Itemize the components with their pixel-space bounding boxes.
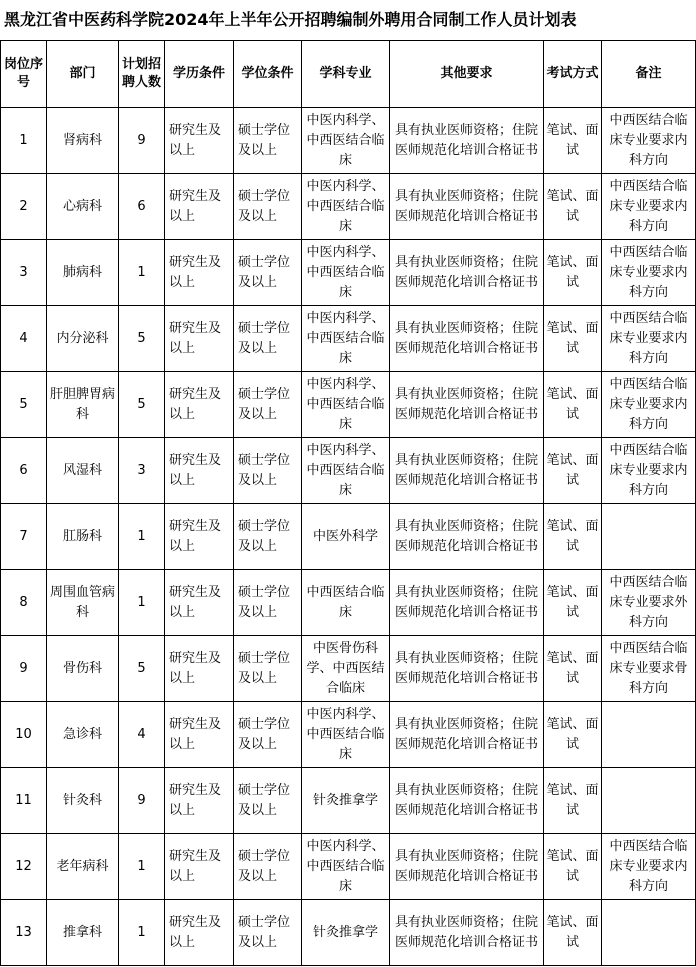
table-row xyxy=(1,504,696,570)
cell-major: 针灸推拿学 xyxy=(302,900,390,966)
cell-no: 2 xyxy=(1,174,47,240)
cell-dept: 风湿科 xyxy=(47,438,119,504)
header-cell-no: 岗位序号 xyxy=(1,41,47,108)
cell-major: 中医内科学、中西医结合临床 xyxy=(302,108,390,174)
cell-exam: 笔试、面试 xyxy=(544,900,602,966)
cell-other: 具有执业医师资格；住院医师规范化培训合格证书 xyxy=(390,108,544,174)
cell-exam: 笔试、面试 xyxy=(544,570,602,636)
cell-other: 具有执业医师资格；住院医师规范化培训合格证书 xyxy=(390,438,544,504)
cell-other: 具有执业医师资格；住院医师规范化培训合格证书 xyxy=(390,372,544,438)
header-row xyxy=(1,41,696,108)
cell-edu: 研究生及以上 xyxy=(165,108,234,174)
cell-num: 3 xyxy=(119,438,165,504)
cell-degree: 硕士学位及以上 xyxy=(234,570,302,636)
table-row xyxy=(1,570,696,636)
table-row xyxy=(1,240,696,306)
cell-dept: 肝胆脾胃病科 xyxy=(47,372,119,438)
cell-exam: 笔试、面试 xyxy=(544,504,602,570)
cell-dept: 推拿科 xyxy=(47,900,119,966)
cell-major: 中医内科学、中西医结合临床 xyxy=(302,372,390,438)
cell-edu: 研究生及以上 xyxy=(165,174,234,240)
cell-no: 9 xyxy=(1,636,47,702)
cell-exam: 笔试、面试 xyxy=(544,702,602,768)
cell-note: 中西医结合临床专业要求外科方向 xyxy=(602,570,696,636)
cell-edu: 研究生及以上 xyxy=(165,834,234,900)
header-cell-num: 计划招聘人数 xyxy=(119,41,165,108)
cell-degree: 硕士学位及以上 xyxy=(234,306,302,372)
cell-no: 12 xyxy=(1,834,47,900)
cell-num: 5 xyxy=(119,372,165,438)
cell-other: 具有执业医师资格；住院医师规范化培训合格证书 xyxy=(390,240,544,306)
cell-degree: 硕士学位及以上 xyxy=(234,702,302,768)
cell-major: 中医内科学、中西医结合临床 xyxy=(302,306,390,372)
header-cell-exam: 考试方式 xyxy=(544,41,602,108)
cell-no: 11 xyxy=(1,768,47,834)
cell-num: 1 xyxy=(119,570,165,636)
cell-note: 中西医结合临床专业要求内科方向 xyxy=(602,108,696,174)
cell-degree: 硕士学位及以上 xyxy=(234,438,302,504)
cell-no: 1 xyxy=(1,108,47,174)
header-cell-edu: 学历条件 xyxy=(165,41,234,108)
table-body xyxy=(1,108,696,966)
cell-edu: 研究生及以上 xyxy=(165,504,234,570)
table-row xyxy=(1,768,696,834)
cell-edu: 研究生及以上 xyxy=(165,240,234,306)
cell-edu: 研究生及以上 xyxy=(165,900,234,966)
cell-degree: 硕士学位及以上 xyxy=(234,834,302,900)
cell-no: 3 xyxy=(1,240,47,306)
cell-other: 具有执业医师资格；住院医师规范化培训合格证书 xyxy=(390,306,544,372)
cell-no: 13 xyxy=(1,900,47,966)
table-row xyxy=(1,438,696,504)
cell-dept: 老年病科 xyxy=(47,834,119,900)
cell-num: 5 xyxy=(119,306,165,372)
cell-dept: 骨伤科 xyxy=(47,636,119,702)
cell-exam: 笔试、面试 xyxy=(544,240,602,306)
cell-major: 中医外科学 xyxy=(302,504,390,570)
cell-exam: 笔试、面试 xyxy=(544,108,602,174)
cell-exam: 笔试、面试 xyxy=(544,438,602,504)
cell-num: 5 xyxy=(119,636,165,702)
cell-note: 中西医结合临床专业要求骨科方向 xyxy=(602,636,696,702)
header-cell-major: 学科专业 xyxy=(302,41,390,108)
table-row xyxy=(1,306,696,372)
cell-num: 6 xyxy=(119,174,165,240)
cell-no: 4 xyxy=(1,306,47,372)
table-row xyxy=(1,702,696,768)
cell-degree: 硕士学位及以上 xyxy=(234,900,302,966)
cell-major: 中医内科学、中西医结合临床 xyxy=(302,240,390,306)
cell-major: 针灸推拿学 xyxy=(302,768,390,834)
cell-exam: 笔试、面试 xyxy=(544,174,602,240)
cell-no: 8 xyxy=(1,570,47,636)
page-title: 黑龙江省中医药科学院2024年上半年公开招聘编制外聘用合同制工作人员计划表 xyxy=(4,10,577,29)
cell-degree: 硕士学位及以上 xyxy=(234,372,302,438)
cell-major: 中医骨伤科学、中西医结合临床 xyxy=(302,636,390,702)
cell-exam: 笔试、面试 xyxy=(544,372,602,438)
cell-dept: 肾病科 xyxy=(47,108,119,174)
recruitment-plan-table xyxy=(0,40,696,966)
cell-other: 具有执业医师资格；住院医师规范化培训合格证书 xyxy=(390,570,544,636)
cell-num: 1 xyxy=(119,900,165,966)
cell-edu: 研究生及以上 xyxy=(165,306,234,372)
cell-edu: 研究生及以上 xyxy=(165,438,234,504)
cell-num: 1 xyxy=(119,834,165,900)
cell-note xyxy=(602,504,696,570)
cell-exam: 笔试、面试 xyxy=(544,636,602,702)
cell-edu: 研究生及以上 xyxy=(165,768,234,834)
table-row xyxy=(1,372,696,438)
cell-major: 中医内科学、中西医结合临床 xyxy=(302,438,390,504)
cell-major: 中西医结合临床 xyxy=(302,570,390,636)
cell-dept: 急诊科 xyxy=(47,702,119,768)
cell-edu: 研究生及以上 xyxy=(165,636,234,702)
cell-major: 中医内科学、中西医结合临床 xyxy=(302,834,390,900)
cell-edu: 研究生及以上 xyxy=(165,570,234,636)
cell-other: 具有执业医师资格；住院医师规范化培训合格证书 xyxy=(390,504,544,570)
table-row xyxy=(1,174,696,240)
cell-dept: 肺病科 xyxy=(47,240,119,306)
cell-no: 5 xyxy=(1,372,47,438)
cell-degree: 硕士学位及以上 xyxy=(234,108,302,174)
cell-num: 1 xyxy=(119,504,165,570)
cell-degree: 硕士学位及以上 xyxy=(234,174,302,240)
cell-degree: 硕士学位及以上 xyxy=(234,504,302,570)
cell-no: 7 xyxy=(1,504,47,570)
cell-other: 具有执业医师资格；住院医师规范化培训合格证书 xyxy=(390,900,544,966)
cell-num: 9 xyxy=(119,108,165,174)
cell-major: 中医内科学、中西医结合临床 xyxy=(302,174,390,240)
header-cell-other: 其他要求 xyxy=(390,41,544,108)
cell-other: 具有执业医师资格；住院医师规范化培训合格证书 xyxy=(390,834,544,900)
cell-other: 具有执业医师资格；住院医师规范化培训合格证书 xyxy=(390,702,544,768)
cell-note: 中西医结合临床专业要求内科方向 xyxy=(602,438,696,504)
cell-num: 4 xyxy=(119,702,165,768)
table-row xyxy=(1,834,696,900)
cell-no: 6 xyxy=(1,438,47,504)
cell-edu: 研究生及以上 xyxy=(165,702,234,768)
header-cell-degree: 学位条件 xyxy=(234,41,302,108)
cell-note: 中西医结合临床专业要求内科方向 xyxy=(602,834,696,900)
table-row xyxy=(1,900,696,966)
cell-exam: 笔试、面试 xyxy=(544,834,602,900)
table-row xyxy=(1,636,696,702)
cell-exam: 笔试、面试 xyxy=(544,306,602,372)
cell-degree: 硕士学位及以上 xyxy=(234,240,302,306)
cell-note xyxy=(602,702,696,768)
cell-degree: 硕士学位及以上 xyxy=(234,636,302,702)
cell-num: 1 xyxy=(119,240,165,306)
cell-num: 9 xyxy=(119,768,165,834)
cell-edu: 研究生及以上 xyxy=(165,372,234,438)
cell-dept: 内分泌科 xyxy=(47,306,119,372)
cell-dept: 针灸科 xyxy=(47,768,119,834)
cell-dept: 周围血管病科 xyxy=(47,570,119,636)
cell-other: 具有执业医师资格；住院医师规范化培训合格证书 xyxy=(390,174,544,240)
cell-dept: 肛肠科 xyxy=(47,504,119,570)
cell-other: 具有执业医师资格；住院医师规范化培训合格证书 xyxy=(390,636,544,702)
cell-note xyxy=(602,900,696,966)
header-cell-note: 备注 xyxy=(602,41,696,108)
cell-note: 中西医结合临床专业要求内科方向 xyxy=(602,306,696,372)
cell-degree: 硕士学位及以上 xyxy=(234,768,302,834)
header-cell-dept: 部门 xyxy=(47,41,119,108)
cell-dept: 心病科 xyxy=(47,174,119,240)
cell-major: 中医内科学、中西医结合临床 xyxy=(302,702,390,768)
cell-note: 中西医结合临床专业要求内科方向 xyxy=(602,372,696,438)
cell-note xyxy=(602,768,696,834)
cell-note: 中西医结合临床专业要求内科方向 xyxy=(602,240,696,306)
cell-other: 具有执业医师资格；住院医师规范化培训合格证书 xyxy=(390,768,544,834)
cell-exam: 笔试、面试 xyxy=(544,768,602,834)
cell-no: 10 xyxy=(1,702,47,768)
cell-note: 中西医结合临床专业要求内科方向 xyxy=(602,174,696,240)
table-row xyxy=(1,108,696,174)
